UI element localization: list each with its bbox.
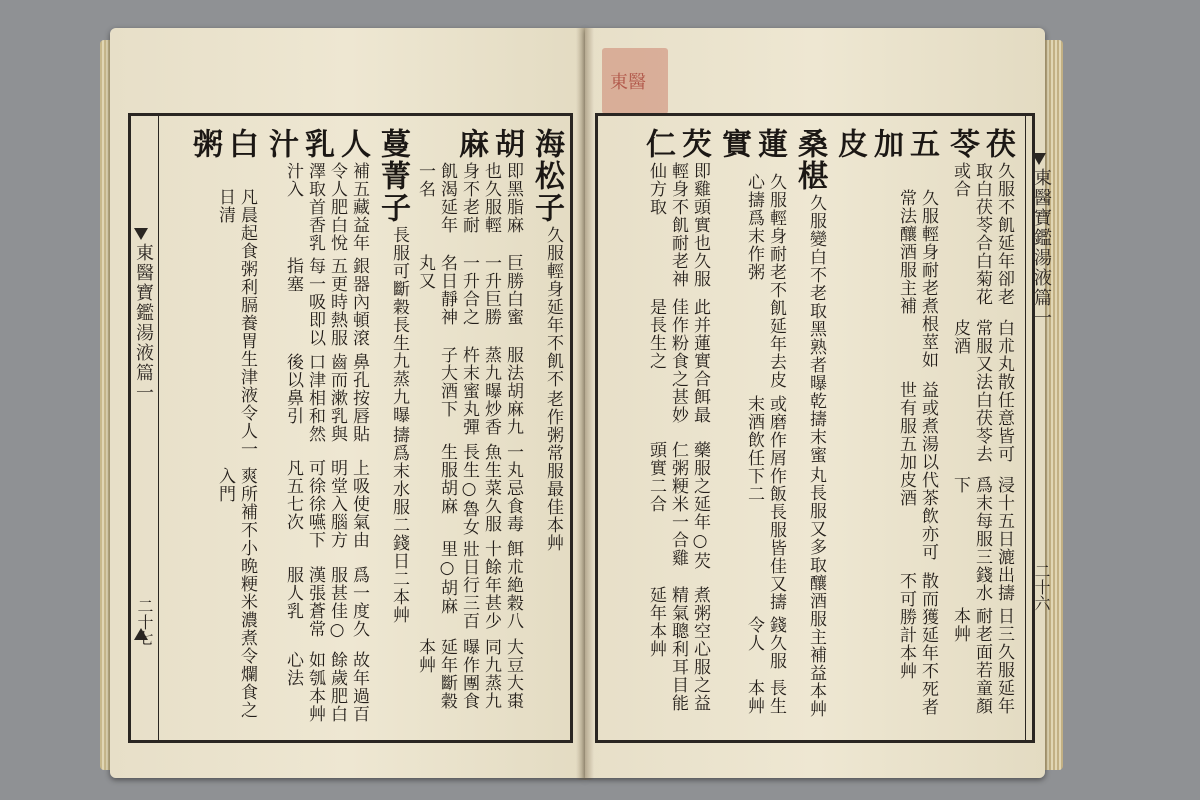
entry-lianshi <box>715 128 787 728</box>
entry-line: 故年過百餘歲肥白如瓠本艸心法 <box>283 651 369 724</box>
seal-text: 東醫 <box>610 72 646 93</box>
right-page-text <box>607 128 1015 728</box>
entry-title: 芡仁 <box>640 128 711 160</box>
entry-line: 散而獲延年不死者不可勝計本艸 <box>896 572 938 717</box>
entry-line: 煮粥空心服之益精氣聰利耳目能延年本艸 <box>646 586 710 713</box>
entry-line: 服法胡麻九蒸九曝炒香杵末蜜丸彈子大酒下 <box>437 345 523 436</box>
entry-line: 久服不飢延年卻老取白茯苓合白菊花或合 <box>950 162 1014 306</box>
entry-line: 上吸使氣由明堂入腦方可徐徐嚥下凡五七次 <box>283 459 369 550</box>
entry-line: 日三久服延年耐老面若童顏本艸 <box>950 607 1014 716</box>
entry-line: 擣爲末水服二錢日二本艸 <box>389 426 409 624</box>
entry-title: 海松子 <box>529 128 564 224</box>
entry-line: 久服輕身延年不飢不 <box>543 226 563 388</box>
entry-huma <box>414 128 524 728</box>
right-page-number: 二十六 <box>1032 563 1051 611</box>
entry-line: 即黑脂麻也久服輕身不老耐飢渴延年一名 <box>415 162 523 234</box>
book-gutter <box>576 28 594 780</box>
entry-line: 浸十五日漉出擣爲末每服三錢水下 <box>950 476 1014 603</box>
collector-seal <box>602 48 668 114</box>
entry-manjingzi <box>374 128 410 728</box>
entry-line: 即雞頭實也久服輕身不飢耐老神仙方取 <box>646 162 710 288</box>
entry-title: 蓮實 <box>716 128 787 160</box>
entry-line: 凡晨起食粥利膈養胃生津液令人一日清 <box>215 187 257 458</box>
entry-line: 長服可斷穀長生九蒸九曝 <box>389 226 409 424</box>
entry-line: 巨勝白蜜一升巨勝一升合之名日靜神丸又 <box>415 253 523 326</box>
entry-title: 茯苓 <box>944 128 1015 160</box>
entry-title: 白粥 <box>187 128 258 160</box>
entry-qianren <box>639 128 711 728</box>
left-margin-column <box>124 113 159 743</box>
entry-line: 鼻孔按唇貼齒而漱乳與口津相和然後以鼻引 <box>283 352 369 443</box>
entry-title: 胡麻 <box>453 128 524 160</box>
entry-line: 錢久服令人 <box>744 616 786 671</box>
entry-title: 桑椹 <box>792 128 827 192</box>
entry-line: 久服變白不老取黑熟者曝乾擣末蜜 <box>806 194 826 464</box>
entry-title: 蔓菁子 <box>375 128 410 224</box>
right-page-header: 東醫寶鑑湯液篇一 <box>1031 168 1052 328</box>
left-page-text <box>156 128 564 728</box>
entry-line: 爲一度久服甚佳○漢張蒼常服人乳 <box>283 565 369 641</box>
open-book <box>100 28 1065 780</box>
entry-baizhou <box>186 128 258 728</box>
entry-line: 銀器內頓滾五更時熱服每一吸即以指塞 <box>283 257 369 348</box>
entry-haisongzi <box>528 128 564 728</box>
entry-line: 藥服之延年○芡仁粥粳米一合雞頭實二合 <box>646 441 710 571</box>
entry-line: 一丸忌食毒魚生菜久服長生○魯女生服胡麻 <box>437 442 523 536</box>
entry-line: 餌朮絶穀八十餘年甚少壯日行三百里○胡麻 <box>437 540 523 631</box>
entry-sangshen <box>791 128 827 728</box>
entry-line: 爽所補不小晩粳米濃煮令爛食之入門 <box>215 467 257 720</box>
entry-title: 五加皮 <box>832 128 939 160</box>
entry-wujiapi <box>831 128 939 728</box>
entry-line: 益或煮湯以代茶飲亦可世有服五加皮酒 <box>896 380 938 561</box>
entry-line: 老作粥常服最佳本艸 <box>543 390 563 552</box>
entry-line: 或磨作屑作飯長服皆佳又擣末酒飲任下二 <box>744 394 786 611</box>
entry-fuling <box>943 128 1015 728</box>
entry-line: 白朮丸散任意皆可常服又法白茯苓去皮酒 <box>950 319 1014 464</box>
entry-renruzhi <box>262 128 370 728</box>
entry-line: 久服輕身耐老不飢延年去皮心擣爲末作粥 <box>744 173 786 390</box>
left-page-number: 二十七 <box>135 598 154 646</box>
entry-title: 人乳汁 <box>263 128 370 160</box>
entry-line: 補五藏益年令人肥白悅澤取首香乳汁入 <box>283 162 369 252</box>
entry-line: 長生本艸 <box>744 679 786 716</box>
left-page-header: 東醫寶鑑湯液篇一 <box>133 243 154 403</box>
entry-line: 丸長服又多取釀酒服主補益本艸 <box>806 466 826 718</box>
entry-line: 大豆大棗同九蒸九曝作團食延年斷穀本艸 <box>415 638 523 711</box>
entry-line: 此并蓮實合餌最佳作粉食之甚妙是長生之 <box>646 297 710 424</box>
entry-line: 久服輕身耐老煮根莖如常法釀酒服主補 <box>896 189 938 370</box>
